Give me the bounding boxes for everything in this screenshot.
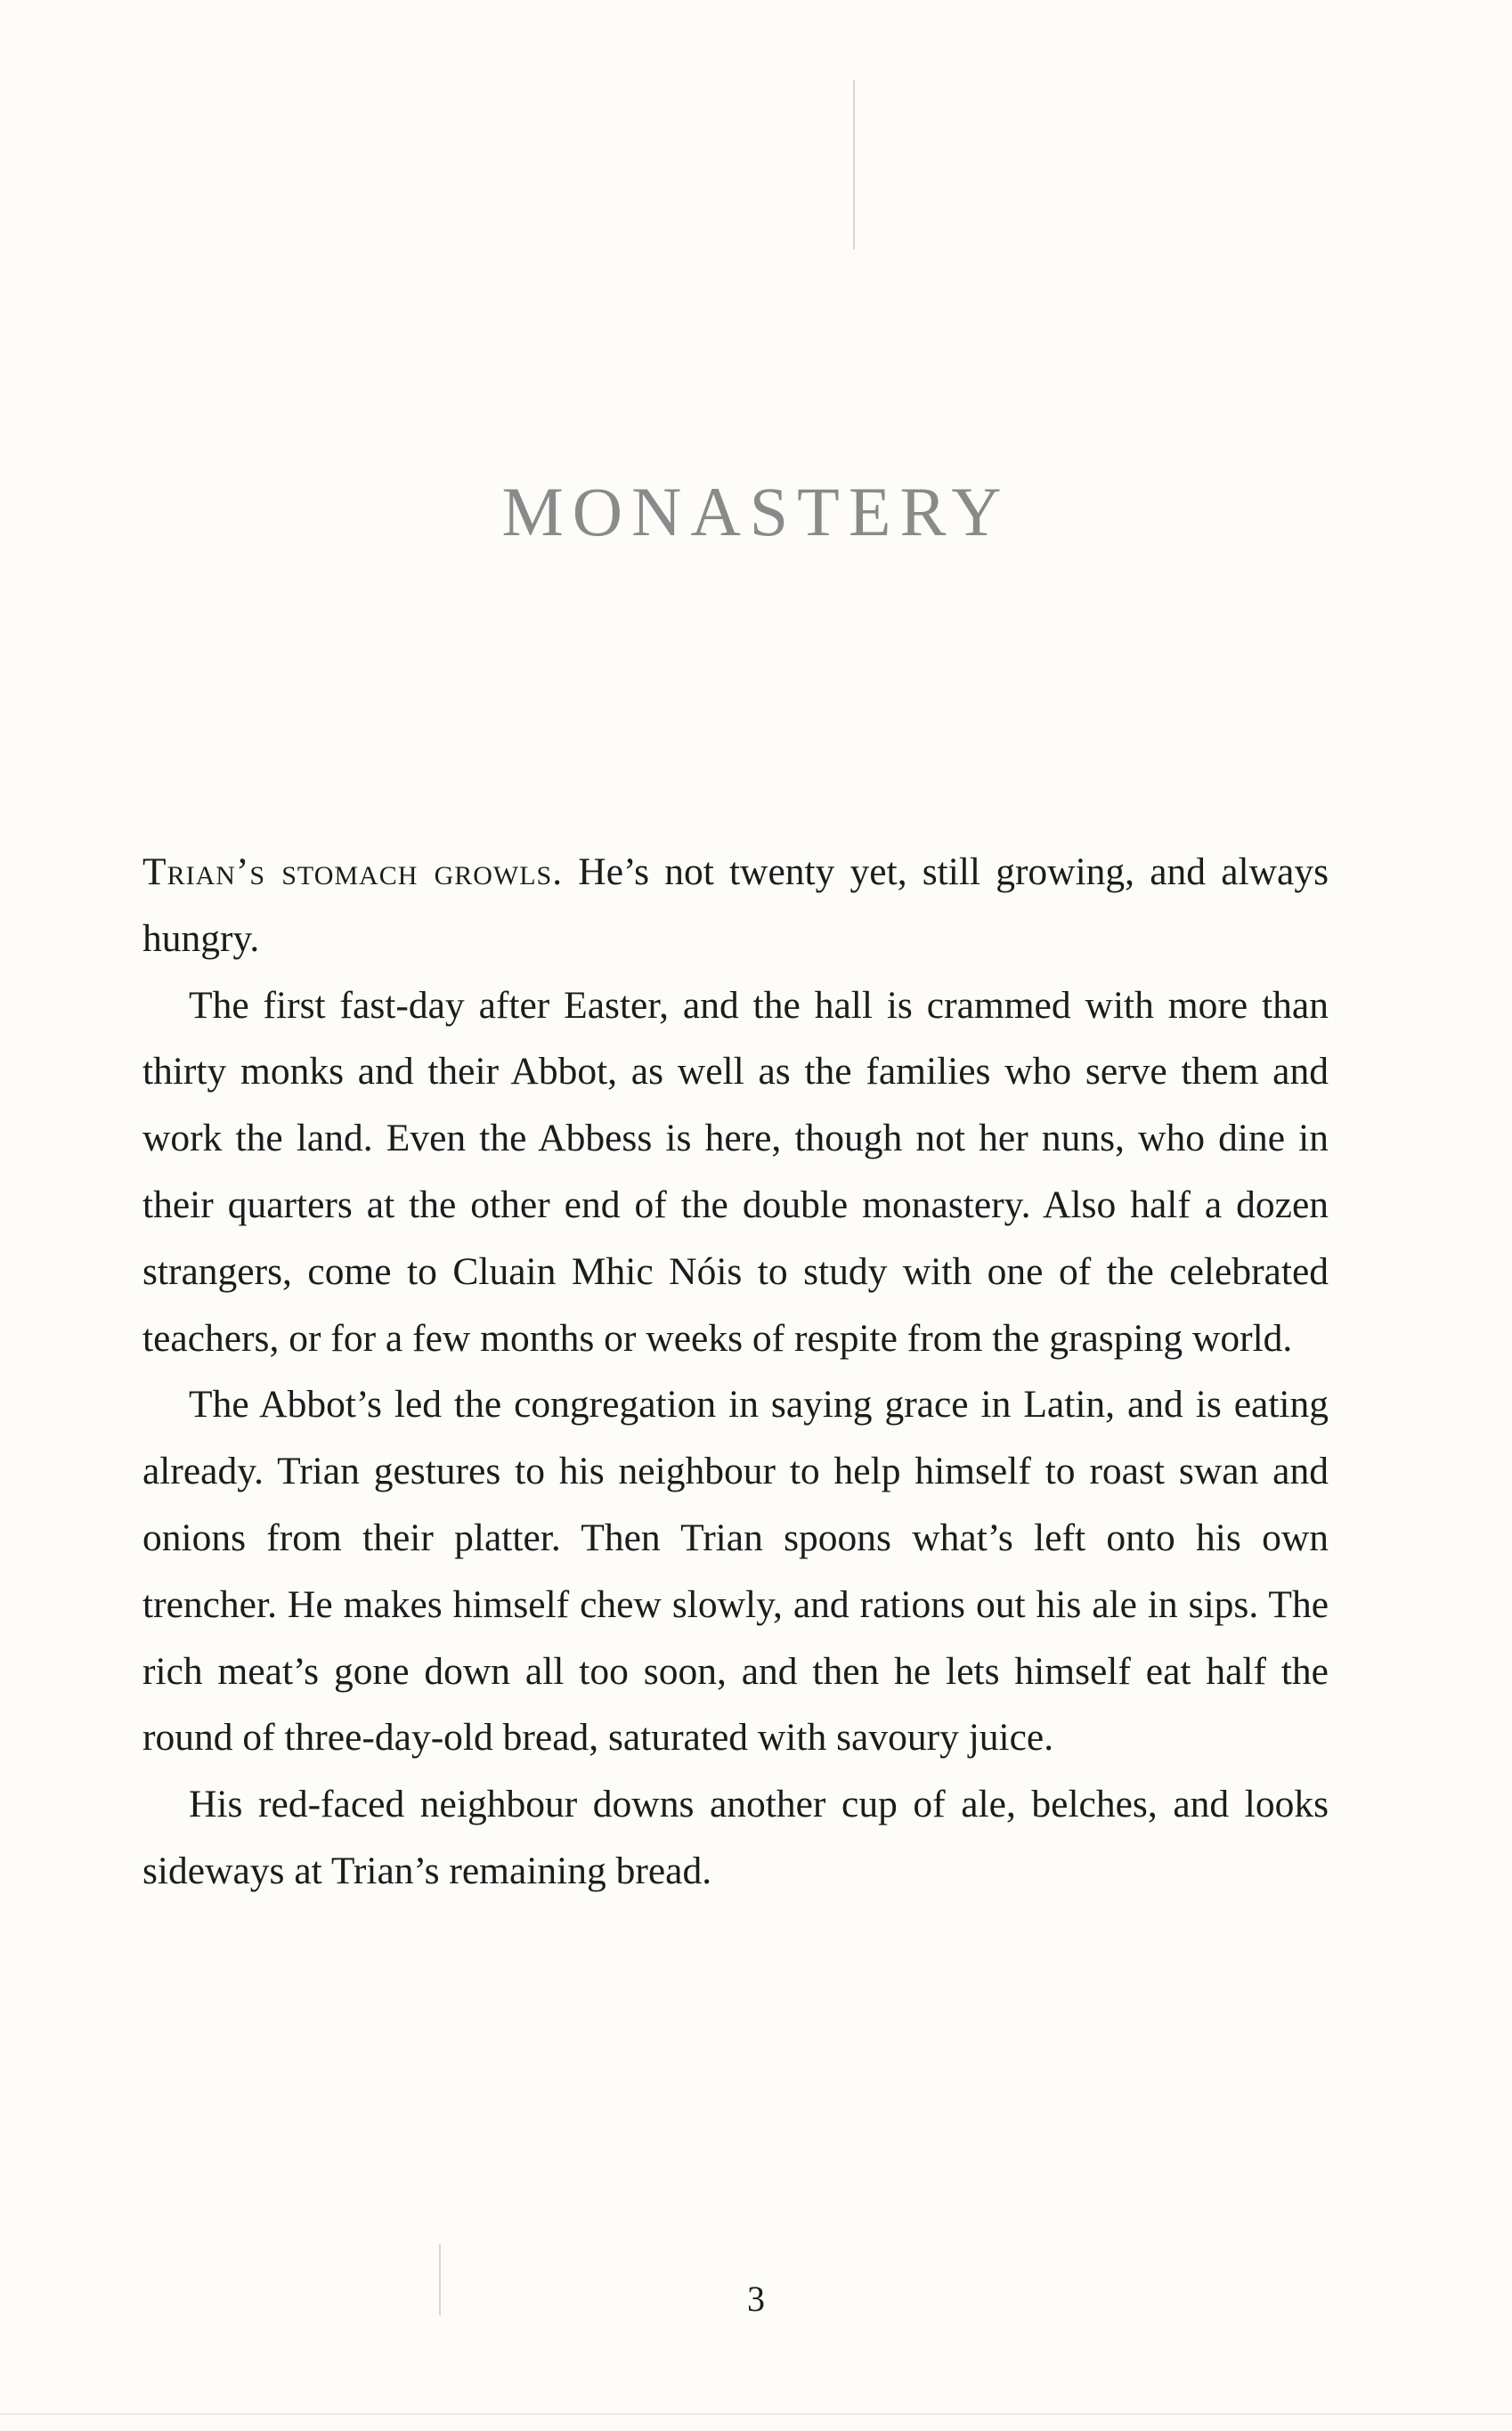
scan-artifact-line xyxy=(853,80,855,249)
scan-artifact-line xyxy=(0,2413,1512,2415)
paragraph-1-text: He’s not twenty yet, still growing, and always hungry. xyxy=(142,850,1329,960)
paragraph-3: The Abbot’s led the congregation in saying grace in Latin, and is eating already. Trian gestures to his neighbour to help himself to roast swan and onions from their platter. Then Trian spoons what’s left onto his own trencher. He makes himself chew slowly, and rations out his ale in sips. The rich meat’s gone down all too soon, and then he lets himself eat half the round of three-day-old bread, saturated with savoury juice. xyxy=(142,1383,1329,1760)
paragraph-4: His red-faced neighbour downs another cup of ale, belches, and looks sideways at Trian’s remaining bread. xyxy=(142,1783,1329,1892)
scan-artifact-line xyxy=(439,2244,441,2315)
paragraph-lead-in: Trian’s stomach growls. xyxy=(142,850,564,893)
body-text xyxy=(142,839,1329,1905)
paragraph-1 xyxy=(142,839,1329,972)
paragraph-2: The first fast-day after Easter, and the hall is crammed with more than thirty monks and their Abbot, as well as the families who serve them and work the land. Even the Abbess is here, though not her nuns, who dine in their quarters at the other end of the double monastery. Also half a dozen strangers, come to Cluain Mhic Nóis to study with one of the celebrated teachers, or for a few months or weeks of respite from the grasping world. xyxy=(142,983,1329,1360)
chapter-title: MONASTERY xyxy=(501,473,1011,550)
page-number: 3 xyxy=(747,2279,765,2319)
